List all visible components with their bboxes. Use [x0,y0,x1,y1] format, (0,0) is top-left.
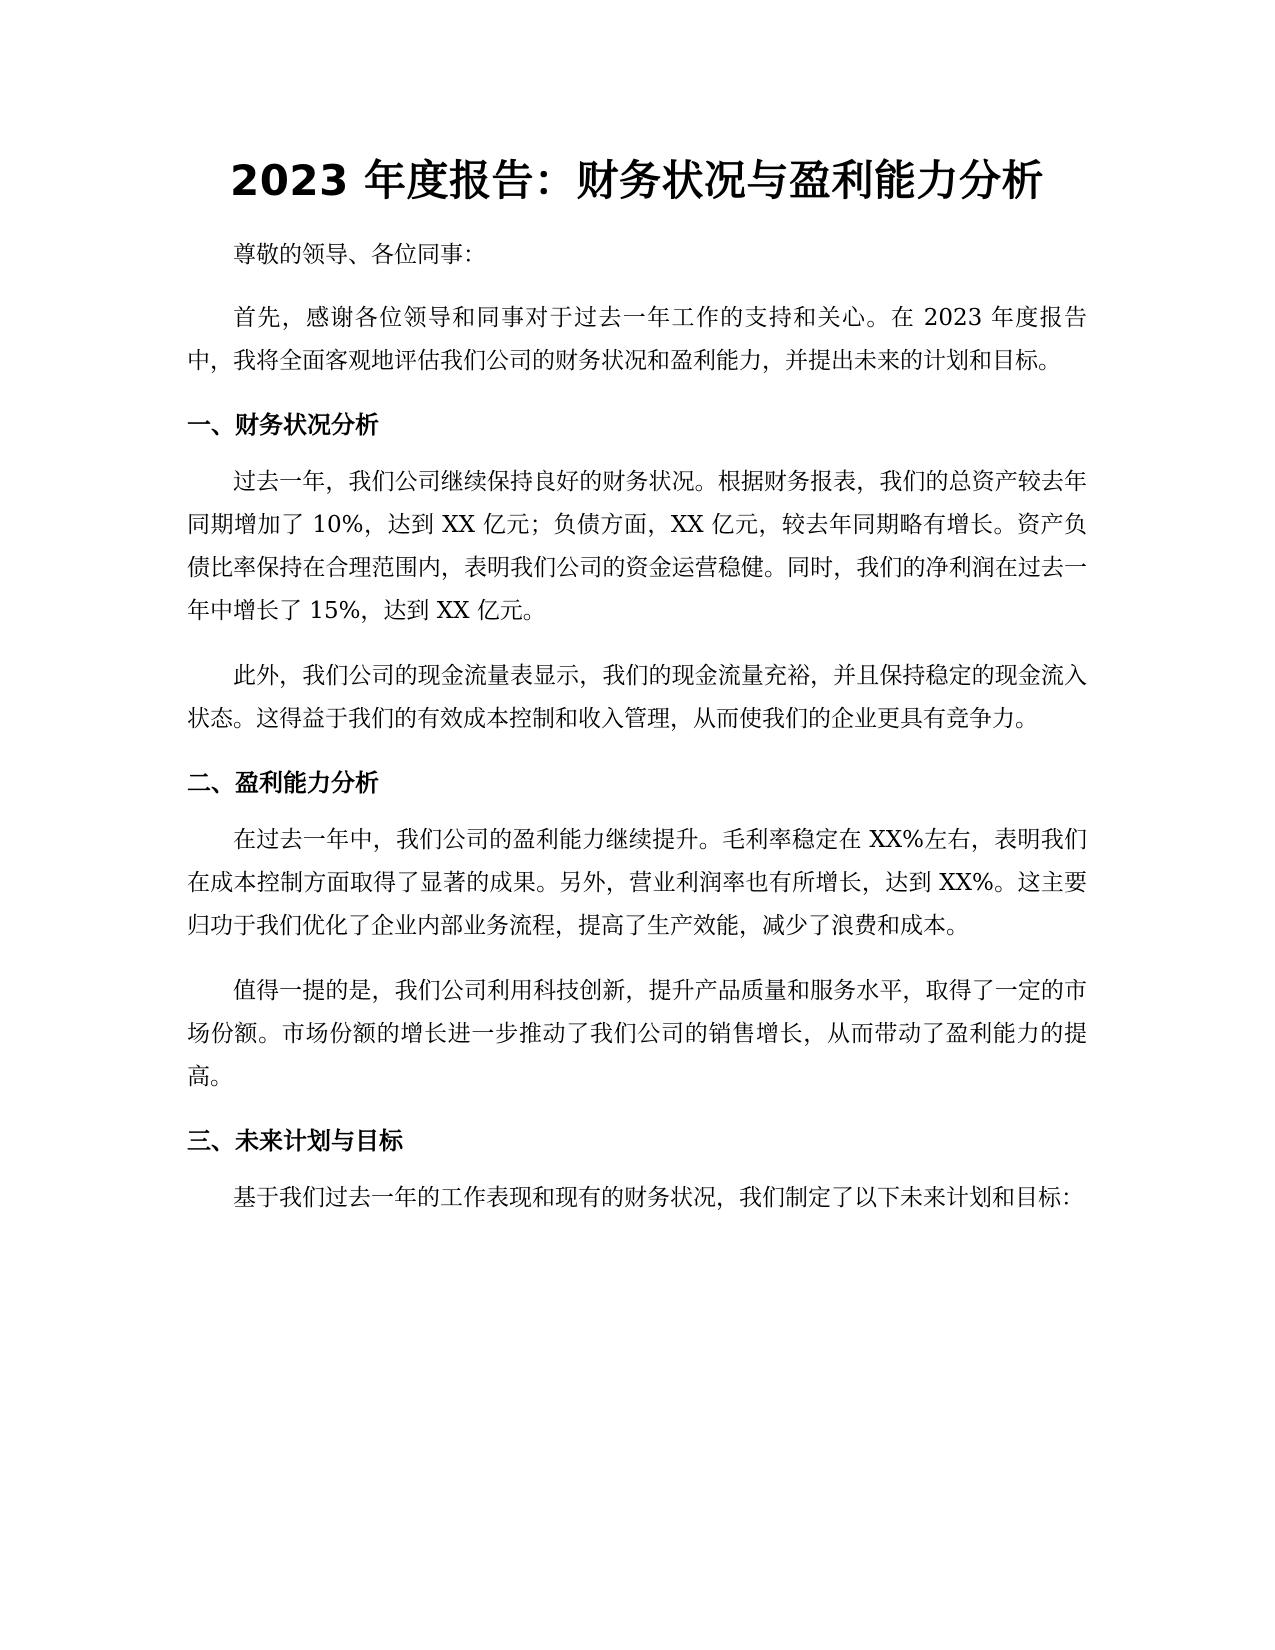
profitability-paragraph-2: 值得一提的是，我们公司利用科技创新，提升产品质量和服务水平，取得了一定的市场份额。市场份额的增长进一步推动了我们公司的销售增长，从而带动了盈利能力的提高。 [187,978,1087,1090]
document-page [187,142,1087,1242]
section-heading-profitability: 二、盈利能力分析 [187,769,379,797]
financial-paragraph-2: 此外，我们公司的现金流量表显示，我们的现金流量充裕，并且保持稳定的现金流入状态。这得益于我们的有效成本控制和收入管理，从而使我们的企业更具有竞争力。 [187,663,1087,732]
profitability-paragraph-1: 在过去一年中，我们公司的盈利能力继续提升。毛利率稳定在 XX%左右，表明我们在成本控制方面取得了显著的成果。另外，营业利润率也有所增长，达到 XX%。这主要归功于我们优化了企业内部业务流程，提高了生产效能，减少了浪费和成本。 [187,827,1087,939]
intro-paragraph: 首先，感谢各位领导和同事对于过去一年工作的支持和关心。在 2023 年度报告中，我将全面客观地评估我们公司的财务状况和盈利能力，并提出未来的计划和目标。 [187,305,1087,374]
section-heading-financial: 一、财务状况分析 [187,411,379,439]
future-plans-paragraph-1: 基于我们过去一年的工作表现和现有的财务状况，我们制定了以下未来计划和目标： [233,1185,1084,1211]
document-title: 2023 年度报告：财务状况与盈利能力分析 [229,156,1045,205]
greeting-paragraph: 尊敬的领导、各位同事： [233,242,486,268]
section-heading-future-plans: 三、未来计划与目标 [187,1127,403,1155]
financial-paragraph-1: 过去一年，我们公司继续保持良好的财务状况。根据财务报表，我们的总资产较去年同期增加了 10%，达到 XX 亿元；负债方面，XX 亿元，较去年同期略有增长。资产负债比率保持在合理范围内，表明我们公司的资金运营稳健。同时，我们的净利润在过去一年中增长了 15%，达到 XX 亿元。 [187,469,1087,624]
